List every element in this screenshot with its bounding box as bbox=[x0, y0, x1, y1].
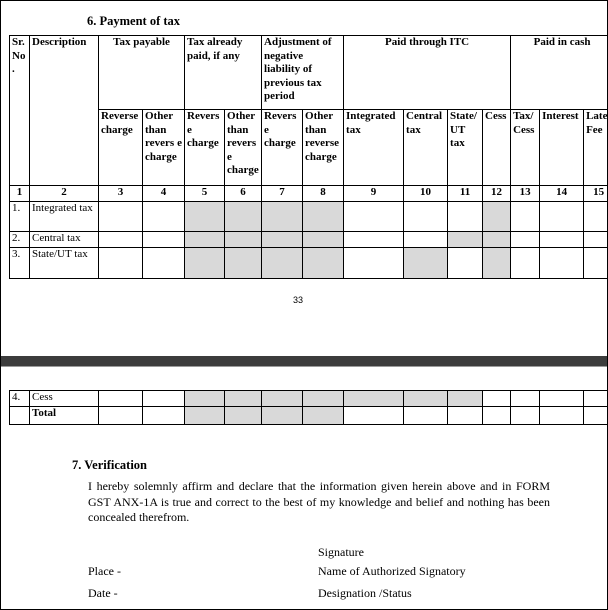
section-7-title: 7. Verification bbox=[72, 458, 147, 472]
table-row bbox=[10, 232, 608, 248]
authorized-signatory-label: Name of Authorized Signatory bbox=[318, 564, 466, 578]
column-number: 12 bbox=[483, 186, 511, 202]
header-paid-in-cash: Paid in cash bbox=[511, 36, 608, 110]
designation-label: Designation /Status bbox=[318, 586, 412, 600]
table-row bbox=[10, 407, 608, 425]
subheader-cess: Cess bbox=[483, 110, 511, 186]
column-number: 11 bbox=[448, 186, 483, 202]
table-row bbox=[10, 248, 608, 279]
subheader-reverse-charge: Reverse charge bbox=[99, 110, 143, 186]
column-number: 4 bbox=[143, 186, 185, 202]
subheader-state-ut-tax: State/ UT tax bbox=[448, 110, 483, 186]
payment-of-tax-table-continued bbox=[9, 390, 608, 425]
date-label: Date - bbox=[88, 586, 118, 600]
table-row bbox=[10, 391, 608, 407]
page-break-shadow bbox=[1, 366, 607, 367]
header-sr-no: Sr. No. bbox=[10, 36, 30, 186]
column-number: 9 bbox=[344, 186, 404, 202]
row-description-total: Total bbox=[30, 407, 99, 425]
page-number: 33 bbox=[293, 295, 304, 305]
column-number: 14 bbox=[540, 186, 584, 202]
row-sr: 1. bbox=[10, 202, 30, 232]
column-number: 8 bbox=[303, 186, 344, 202]
subheader-integrated-tax: Integrated tax bbox=[344, 110, 404, 186]
subheader-tax-cess: Tax/ Cess bbox=[511, 110, 540, 186]
column-number: 1 bbox=[10, 186, 30, 202]
page-break-bar bbox=[1, 356, 607, 366]
column-number-row bbox=[10, 186, 608, 202]
table-row bbox=[10, 202, 608, 232]
column-number: 13 bbox=[511, 186, 540, 202]
column-number: 15 bbox=[584, 186, 608, 202]
header-tax-already-paid: Tax already paid, if any bbox=[185, 36, 262, 110]
header-paid-through-itc: Paid through ITC bbox=[344, 36, 511, 110]
subheader-central-tax: Central tax bbox=[404, 110, 448, 186]
subheader-reverse-charge-adjustment: Reverse charge bbox=[262, 110, 303, 186]
place-label: Place - bbox=[88, 564, 121, 578]
row-description: Cess bbox=[30, 391, 99, 407]
column-number: 10 bbox=[404, 186, 448, 202]
row-sr bbox=[10, 407, 30, 425]
subheader-other-than-reverse-charge-paid: Other than reverse charge bbox=[225, 110, 262, 186]
row-description: Integrated tax bbox=[30, 202, 99, 232]
row-sr: 4. bbox=[10, 391, 30, 407]
subheader-other-than-reverse-charge: Other than revers e charge bbox=[143, 110, 185, 186]
subheader-other-than-reverse-charge-adjustment: Other than reverse charge bbox=[303, 110, 344, 186]
header-tax-payable: Tax payable bbox=[99, 36, 185, 110]
column-number: 3 bbox=[99, 186, 143, 202]
column-number: 6 bbox=[225, 186, 262, 202]
section-6-title: 6. Payment of tax bbox=[87, 14, 181, 28]
row-description: State/UT tax bbox=[30, 248, 99, 279]
row-sr: 3. bbox=[10, 248, 30, 279]
subheader-interest: Interest bbox=[540, 110, 584, 186]
verification-declaration: I hereby solemnly affirm and declare that the information given herein above and in FORM GST ANX-1A is true and correct to the best of my knowledge and belief and nothing has been concealed therefrom. bbox=[88, 479, 550, 524]
row-description: Central tax bbox=[30, 232, 99, 248]
column-number: 7 bbox=[262, 186, 303, 202]
signature-label: Signature bbox=[318, 545, 364, 559]
column-number: 2 bbox=[30, 186, 99, 202]
subheader-reverse-charge-paid: Reverse charge bbox=[185, 110, 225, 186]
subheader-late-fee: Late Fee bbox=[584, 110, 608, 186]
header-adjustment: Adjustment of negative liability of previous tax period bbox=[262, 36, 344, 110]
header-description: Description bbox=[30, 36, 99, 186]
column-number: 5 bbox=[185, 186, 225, 202]
payment-of-tax-table bbox=[9, 35, 608, 279]
row-sr: 2. bbox=[10, 232, 30, 248]
